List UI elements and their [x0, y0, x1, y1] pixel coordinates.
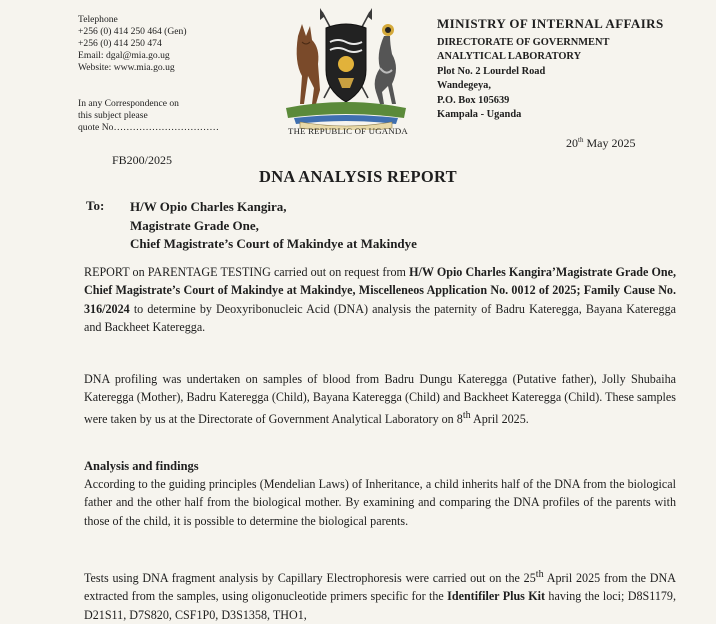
address-line: Plot No. 2 Lourdel Road [437, 65, 546, 77]
paragraph-analysis: According to the guiding principles (Mendelian Laws) of Inheritance, a child inherits half of the DNA from the biological father and the other half from the biological mother. By examining and comparing the DNA profiles of the parents with those of the child, it is possible to determine the biological parents. [84, 477, 676, 528]
paragraph-bold-text: H/W Opio Charles Kangira’Magistrate Grade One, Chief Magistrate’s Court of Makindye at Makindye, Miscelleneos Application No. 0012 of 2025; Family Cause No. 316/2024 [84, 265, 676, 316]
contact-line: +256 (0) 414 250 474 [78, 38, 162, 49]
coat-of-arms-icon [276, 6, 416, 130]
paragraph-request [84, 263, 676, 337]
address-line: P.O. Box 105639 [437, 94, 510, 106]
addressee-block [130, 198, 417, 254]
ministry-address [437, 36, 609, 122]
addressee-line: Magistrate Grade One, [130, 217, 259, 233]
paragraph-samples [84, 370, 676, 428]
paragraph-tests [84, 566, 676, 624]
contact-line: Email: dgal@mia.go.ug [78, 50, 170, 61]
contact-line: Website: www.mia.go.ug [78, 62, 175, 73]
correspondence-line: In any Correspondence on [78, 98, 179, 109]
contact-line: +256 (0) 414 250 464 (Gen) [78, 26, 187, 37]
date-suffix: th [578, 136, 584, 144]
date-day: 20 [566, 136, 578, 150]
paragraph-text: to determine by Deoxyribonucleic Acid (DNA) analysis the paternity of Badru Kateregga, Bayana Kateregga and Backheet Kateregga. [84, 301, 676, 335]
report-title: DNA ANALYSIS REPORT [259, 167, 457, 186]
ordinal-suffix: th [535, 569, 544, 580]
addressee-line: Chief Magistrate’s Court of Makindye at Makindye [130, 236, 417, 252]
address-line: Kampala - Uganda [437, 109, 522, 121]
kit-name: Identifiler Plus Kit [447, 589, 546, 604]
addressee-label: To: [86, 198, 105, 213]
address-line: ANALYTICAL LABORATORY [437, 51, 582, 63]
paragraph-text: April 2025. [470, 411, 529, 426]
reference-number: FB200/2025 [112, 153, 173, 167]
ordinal-suffix: th [462, 409, 471, 421]
address-line: DIRECTORATE OF GOVERNMENT [437, 37, 610, 48]
address-line: Wandegeya, [437, 80, 491, 92]
report-date [566, 136, 635, 151]
date-rest: May 2025 [583, 136, 636, 150]
paragraph-text: Tests using DNA fragment analysis by Capillary Electrophoresis were carried out on the 25 [84, 571, 536, 586]
paragraph-text: having the loci; D8S1179, D21S11, D7S820, CSF1P0, D3S1358, THO1, [84, 589, 676, 622]
paragraph-text: DNA profiling was undertaken on samples of blood from Badru Dungu Kateregga (Putative father), Jolly Shubaiha Kateregga (Mother), Badru Kateregga (Child), Bayana Kateregga (Child) and Backheet Kateregga (Child). These samples were taken by us at the Directorate of Government Analytical Laboratory on 8 [84, 372, 676, 426]
contact-line: Telephone [78, 14, 118, 25]
correspondence-line: quote No…………………………… [78, 122, 219, 133]
paragraph-text: REPORT on PARENTAGE TESTING carried out on request from [84, 265, 410, 279]
correspondence-line: this subject please [78, 110, 148, 121]
analysis-heading: Analysis and findings [84, 459, 199, 473]
addressee-line: H/W Opio Charles Kangira, [130, 199, 287, 214]
correspondence-note [78, 98, 219, 134]
contact-block [78, 14, 187, 74]
crest-caption: THE REPUBLIC OF UGANDA [288, 126, 408, 136]
paragraph-text: April 2025 from the DNA extracted from the samples, using oligonucleotide primers specific for the [84, 571, 676, 604]
ministry-title: MINISTRY OF INTERNAL AFFAIRS [437, 16, 664, 31]
